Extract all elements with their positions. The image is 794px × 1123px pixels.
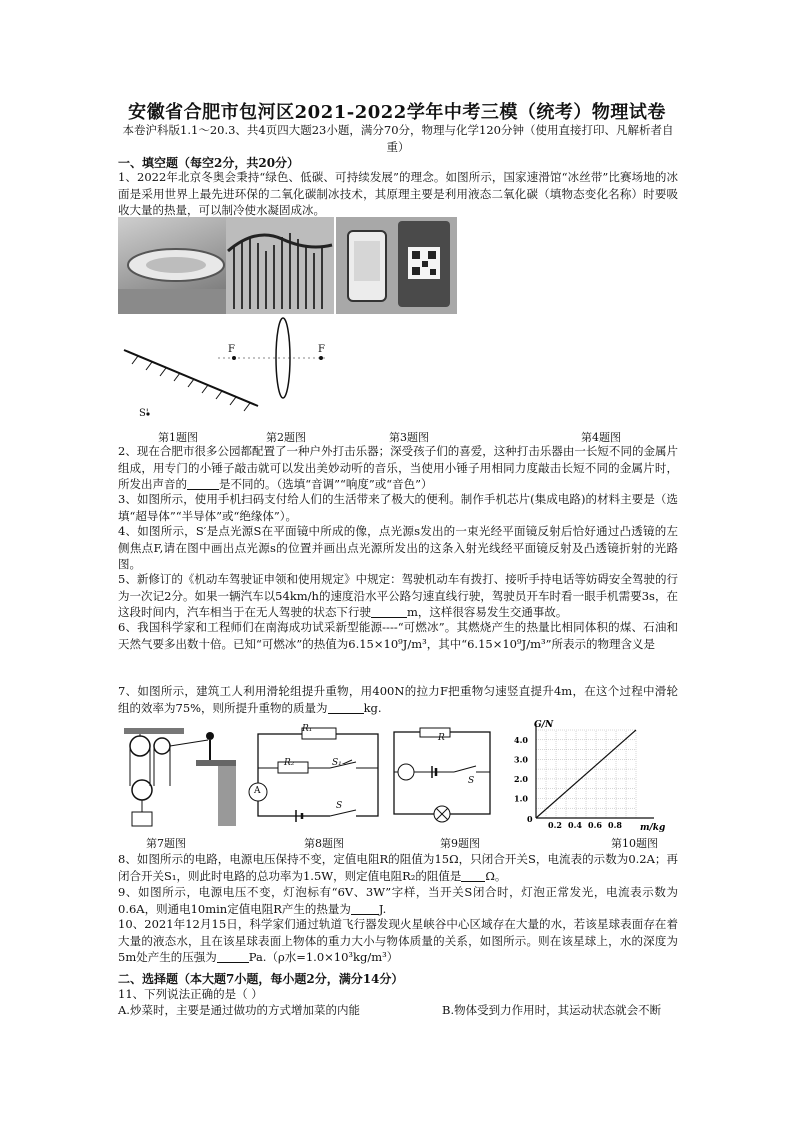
label-r1: R₁ [302, 724, 313, 734]
caption-fig-3: 第3题图 [389, 431, 429, 444]
figure-8-circuit [244, 724, 394, 824]
origin-label: 0 [527, 814, 533, 824]
caption-fig-1: 第1题图 [158, 431, 198, 444]
x-tick-label: 0.4 [568, 820, 582, 830]
label-s-fig9: S [468, 776, 475, 786]
question-5-tail: m，这样很容易发生交通事故。 [407, 605, 568, 619]
section-choice: 二、选择题（本大题7小题，每小题2分，满分14分） [118, 972, 404, 986]
phone-scan-photo [336, 217, 457, 314]
caption-fig-8: 第8题图 [304, 837, 344, 850]
y-tick-label: 3.0 [514, 754, 528, 765]
question-7 [118, 683, 678, 716]
question-1: 1、2022年北京冬奥会秉持“绿色、低碳、可持续发展”的理念。如图所示，国家速滑馆“冰丝带”比赛场地的冰面是采用世界上最先进环保的二氧化碳制冰技术，其原理主要是利用液态二氧化碳（填物态变化名称）时要吸收大量的热量，可以制冷使水凝固成冰。 [118, 170, 678, 217]
x-tick-label: 0.8 [608, 820, 622, 830]
x-tick-label: 0.6 [588, 820, 602, 830]
label-ammeter: A [254, 786, 261, 796]
y-axis-label: G/N [534, 720, 554, 730]
question-11: 11、下列说法正确的是（ ） [118, 987, 263, 1001]
option-b: B.物体受到力作用时，其运动状态就会不断 [442, 1003, 662, 1017]
focus-label-left: F [228, 344, 235, 355]
question-10-tail: Pa.（ρ水=1.0×10³kg/m³） [248, 950, 399, 964]
question-4: 4、如图所示，S′是点光源S在平面镜中所成的像，点光源s发出的一束光经平面镜反射后恰好通过凸透镜的左侧焦点F,请在图中画出点光源s的位置并画出点光源所发出的这条入射光线经平面镜反射及凸透镜折射的光路图。 [118, 524, 678, 571]
y-tick-label: 2.0 [514, 773, 528, 784]
label-r: R [438, 733, 445, 743]
answer-blank [371, 605, 407, 618]
answer-blank [351, 902, 379, 915]
caption-fig-4: 第4题图 [581, 431, 621, 444]
answer-blank [217, 950, 249, 963]
question-6: 6、我国科学家和工程师们在南海成功试采新型能源----“可燃冰”。其燃烧产生的热量比相同体积的煤、石油和天然气要多出数十倍。已知“可燃冰”的热值为6.15×10⁹J/m³，其中“6.15×10⁹J/m³”所表示的物理含义是 [118, 620, 678, 651]
figure-7-pulley [118, 720, 238, 832]
focus-label-right: F [318, 344, 325, 355]
question-10-text: 10、2021年12月15日，科学家们通过轨道飞行器发现火星峡谷中心区域存在大量的水，若该星球表面存在着大量的液态水，且在该星球表面上物体的重力大小与物体质量的关系，如图所示。则在该星球上，水的深度为5m处产生的压强为 [118, 917, 678, 964]
section-fill-in: 一、填空题（每空2分，共20分） [118, 156, 300, 170]
question-3: 3、如图所示，使用手机扫码支付给人们的生活带来了极大的便利。制作手机芯片(集成电路)的材料主要是（选填“超导体”“半导体”或“绝缘体”）。 [118, 492, 678, 523]
label-s: S [336, 801, 343, 811]
caption-fig-7: 第7题图 [146, 837, 186, 850]
answer-blank [187, 477, 219, 490]
question-9-text: 9、如图所示，电源电压不变，灯泡标有“6V、3W”字样，当开关S闭合时，灯泡正常发光，电流表示数为0.6A，则通电10min定值电阻R产生的热量为 [118, 885, 678, 916]
question-8-text: 8、如图所示的电路，电源电压保持不变，定值电阻R的阻值为15Ω，只闭合开关S，电流表的示数为0.2A；再闭合开关S₁，则此时电路的总功率为1.5W，则定值电阻R₂的阻值是 [118, 852, 678, 883]
question-9 [118, 884, 678, 917]
caption-fig-2: 第2题图 [266, 431, 306, 444]
image-point-label: S' [139, 408, 149, 419]
subtitle: 本卷沪科版1.1～20.3、共4页四大题23小题，满分70分，物理与化学120分钟（使用直接打印、凡解析者自重） [122, 123, 674, 154]
page-title: 安徽省合肥市包河区2021-2022学年中考三模（统考）物理试卷 [128, 102, 666, 123]
caption-fig-9: 第9题图 [440, 837, 480, 850]
label-s1: S₁ [332, 758, 342, 768]
x-axis-label: m/kg [640, 823, 666, 833]
question-2-text: 2、现在合肥市很多公园都配置了一种户外打击乐器；深受孩子们的喜爱，这种打击乐器由一长短不同的金属片组成，用专门的小锤子敲击就可以发出美妙动听的音乐，当使用小锤子用相同力度敲击长短不同的金属片时，所发出声音的 [118, 444, 678, 491]
question-7-tail: kg. [363, 700, 382, 715]
question-2-tail: 是不同的。（选填“音调”“响度”或“音色”） [219, 477, 433, 491]
answer-blank [328, 701, 364, 714]
answer-blank [461, 869, 485, 882]
label-r2: R₂ [284, 758, 295, 768]
question-7-text: 7、如图所示，建筑工人利用滑轮组提升重物，用400N的拉力F把重物匀速竖直提升4m，在这个过程中滑轮组的效率为75%，则所提升重物的质量为 [118, 684, 678, 715]
figure-4-optics [118, 312, 338, 432]
x-tick-label: 0.2 [548, 820, 562, 830]
question-8-tail: Ω。 [485, 868, 507, 883]
question-9-tail: J. [378, 901, 387, 916]
question-8 [118, 851, 678, 884]
question-5 [118, 571, 678, 621]
caption-fig-10: 第10题图 [611, 837, 658, 850]
question-5-text: 5、新修订的《机动车驾驶证申领和使用规定》中规定：驾驶机动车有拨打、接听手持电话等妨碍安全驾驶的行为一次记2分。如果一辆汽车以54km/h的速度沿水平公路匀速直线行驶，驾驶员开车时看一眼手机需要3s，在这段时间内，汽车相当于在无人驾驶的状态下行驶 [118, 572, 678, 619]
metal-chimes-photo [226, 217, 334, 314]
ice-ribbon-photo [118, 217, 226, 314]
y-tick-label: 4.0 [514, 734, 528, 745]
figure-10-graph [512, 718, 666, 833]
option-a: A.炒菜时，主要是通过做功的方式增加菜的内能 [118, 1003, 360, 1017]
question-2 [118, 443, 678, 493]
question-10 [118, 916, 678, 966]
y-tick-label: 1.0 [514, 793, 528, 804]
